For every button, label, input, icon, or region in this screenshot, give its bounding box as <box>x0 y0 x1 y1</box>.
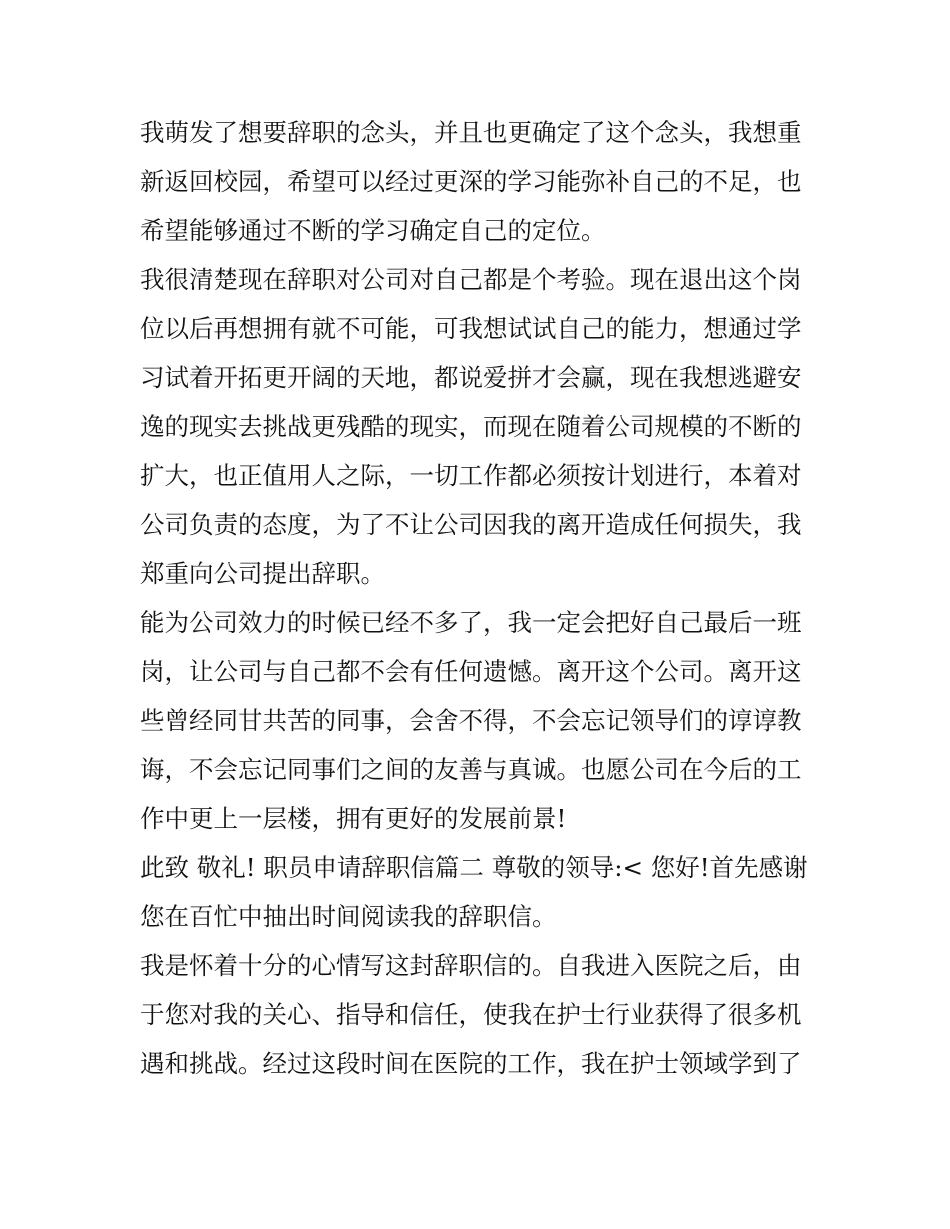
text-line: 些曾经同甘共苦的同事，会舍不得，不会忘记领导们的谆谆教 <box>140 706 802 735</box>
text-line: 郑重向公司提出辞职。 <box>140 559 385 588</box>
text-line: 您在百忙中抽出时间阅读我的辞职信。 <box>140 902 557 931</box>
text-line: 作中更上一层楼，拥有更好的发展前景! <box>140 804 567 833</box>
text-line: 新返回校园，希望可以经过更深的学习能弥补自己的不足，也 <box>140 167 802 196</box>
text-line: 扩大，也正值用人之际，一切工作都必须按计划进行，本着对 <box>140 461 802 490</box>
text-line: 位以后再想拥有就不可能，可我想试试自己的能力，想通过学 <box>140 314 802 343</box>
document-body <box>140 108 820 1088</box>
text-line: 希望能够通过不断的学习确定自己的定位。 <box>140 216 606 245</box>
text-line: 此致 敬礼! 职员申请辞职信篇二 尊敬的领导:< 您好!首先感谢 <box>140 853 808 882</box>
text-line: 于您对我的关心、指导和信任，使我在护士行业获得了很多机 <box>140 1000 802 1029</box>
text-line: 能为公司效力的时候已经不多了，我一定会把好自己最后一班 <box>140 608 802 637</box>
text-line: 我是怀着十分的心情写这封辞职信的。自我进入医院之后，由 <box>140 951 802 980</box>
text-line: 诲，不会忘记同事们之间的友善与真诚。也愿公司在今后的工 <box>140 755 802 784</box>
text-line: 公司负责的态度，为了不让公司因我的离开造成任何损失，我 <box>140 510 802 539</box>
text-line: 我萌发了想要辞职的念头，并且也更确定了这个念头，我想重 <box>140 118 802 147</box>
text-line: 习试着开拓更开阔的天地，都说爱拼才会赢，现在我想逃避安 <box>140 363 802 392</box>
text-line: 岗，让公司与自己都不会有任何遗憾。离开这个公司。离开这 <box>140 657 802 686</box>
text-line: 我很清楚现在辞职对公司对自己都是个考验。现在退出这个岗 <box>140 265 802 294</box>
text-line: 逸的现实去挑战更残酷的现实，而现在随着公司规模的不断的 <box>140 412 802 441</box>
text-line: 遇和挑战。经过这段时间在医院的工作，我在护士领域学到了 <box>140 1049 802 1078</box>
